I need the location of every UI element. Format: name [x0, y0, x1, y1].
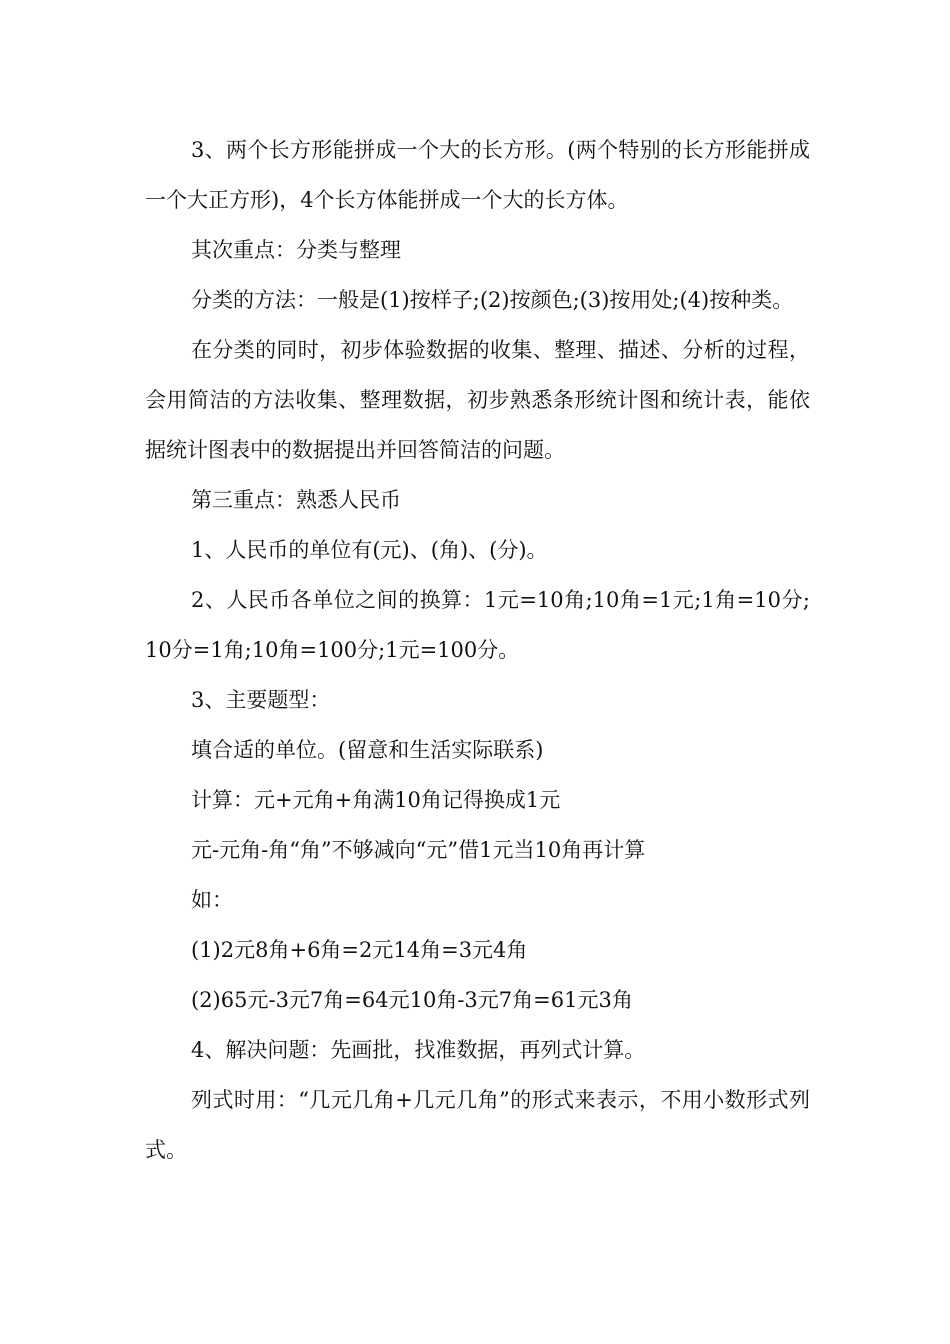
document-body: [145, 125, 810, 1175]
paragraph-data-collection: 在分类的同时，初步体验数据的收集、整理、描述、分析的过程，会用简洁的方法收集、整理数据，初步熟悉条形统计图和统计表，能依据统计图表中的数据提出并回答简洁的问题。: [145, 338, 810, 462]
paragraph-problem-solving: 4、解决问题：先画批，找准数据，再列式计算。: [191, 1038, 646, 1062]
paragraph-example-2: (2)65元-3元7角=64元10角-3元7角=61元3角: [191, 988, 633, 1012]
paragraph-rmb-conversion: 2、人民币各单位之间的换算：1元=10角;10角=1元;1角=10分;10分=1角;10角=100分;1元=100分。: [145, 588, 810, 662]
paragraph-rectangles: 3、两个长方形能拼成一个大的长方形。(两个特别的长方形能拼成一个大正方形)，4个长方体能拼成一个大的长方体。: [145, 138, 810, 212]
heading-classification: 其次重点：分类与整理: [191, 238, 401, 262]
paragraph-subtraction-rule: 元-元角-角“角”不够减向“元”借1元当10角再计算: [191, 838, 646, 862]
paragraph-question-types: 3、主要题型：: [191, 688, 331, 712]
paragraph-formula-format: 列式时用：“几元几角+几元几角”的形式来表示，不用小数形式列式。: [145, 1088, 810, 1162]
paragraph-rmb-units: 1、人民币的单位有(元)、(角)、(分)。: [191, 538, 548, 562]
paragraph-fill-units: 填合适的单位。(留意和生活实际联系): [191, 738, 544, 762]
paragraph-classification-methods: 分类的方法：一般是(1)按样子;(2)按颜色;(3)按用处;(4)按种类。: [191, 288, 794, 312]
heading-rmb: 第三重点：熟悉人民币: [191, 488, 401, 512]
paragraph-example-label: 如：: [191, 888, 233, 912]
paragraph-example-1: (1)2元8角+6角=2元14角=3元4角: [191, 938, 528, 962]
paragraph-addition-rule: 计算：元+元角+角满10角记得换成1元: [191, 788, 561, 812]
